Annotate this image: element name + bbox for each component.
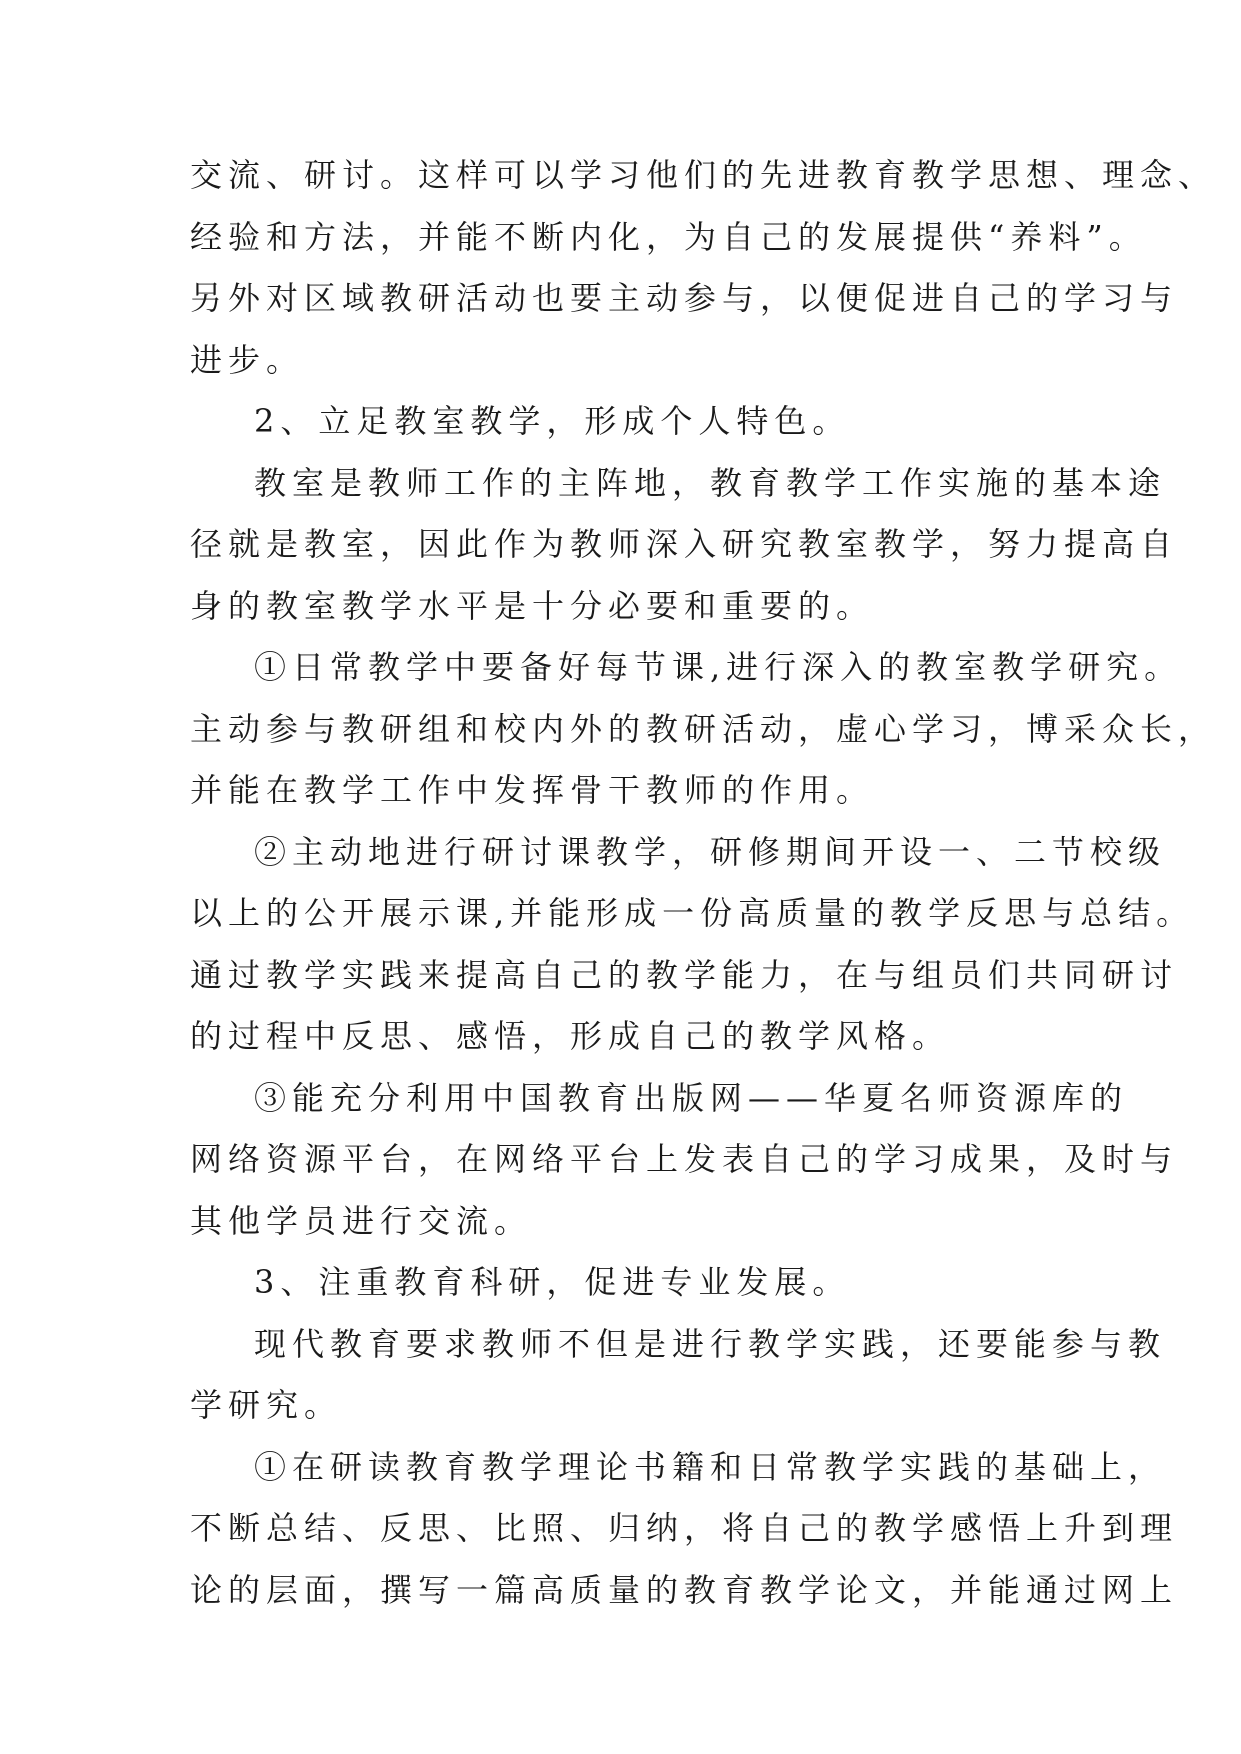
- text-line: 以上的公开展示课,并能形成一份高质量的教学反思与总结。: [190, 894, 1195, 932]
- text-line: 其他学员进行交流。: [190, 1201, 533, 1240]
- text-line: 3、注重教育科研，促进专业发展。: [254, 1263, 851, 1301]
- text-line: ②主动地进行研讨课教学，研修期间开设一、二节校级: [254, 832, 1167, 871]
- text-line: 经验和方法，并能不断内化，为自己的发展提供“养料”。: [190, 217, 1147, 256]
- text-line: ①日常教学中要备好每节课,进行深入的教室教学研究。: [254, 648, 1183, 686]
- text-line: 主动参与教研组和校内外的教研活动，虚心学习，博采众长，: [190, 709, 1217, 748]
- text-line: 通过教学实践来提高自己的教学能力，在与组员们共同研讨: [190, 955, 1179, 994]
- text-line: 教室是教师工作的主阵地，教育教学工作实施的基本途: [254, 463, 1167, 502]
- text-line: ①在研读教育教学理论书籍和日常教学实践的基础上，: [254, 1447, 1167, 1486]
- text-line: ③能充分利用中国教育出版网——华夏名师资源库的: [254, 1078, 1129, 1117]
- text-line: 径就是教室，因此作为教师深入研究教室教学，努力提高自: [190, 525, 1179, 563]
- text-line: 身的教室教学水平是十分必要和重要的。: [190, 586, 875, 625]
- text-line: 不断总结、反思、比照、归纳，将自己的教学感悟上升到理: [190, 1509, 1179, 1547]
- text-line: 网络资源平台，在网络平台上发表自己的学习成果，及时与: [190, 1140, 1179, 1178]
- text-line: 并能在教学工作中发挥骨干教师的作用。: [190, 771, 875, 809]
- text-line: 现代教育要求教师不但是进行教学实践，还要能参与教: [254, 1324, 1167, 1363]
- text-line: 进步。: [190, 340, 305, 379]
- text-line: 交流、研讨。这样可以学习他们的先进教育教学思想、理念、: [190, 156, 1217, 194]
- text-line: 另外对区域教研活动也要主动参与，以便促进自己的学习与: [190, 279, 1179, 317]
- document-body: [190, 145, 1217, 1621]
- text-line: 的过程中反思、感悟，形成自己的教学风格。: [190, 1017, 951, 1055]
- text-line: 学研究。: [190, 1386, 343, 1424]
- text-line: 2、立足教室教学，形成个人特色。: [254, 402, 851, 440]
- text-line: 论的层面，撰写一篇高质量的教育教学论文，并能通过网上: [190, 1570, 1179, 1609]
